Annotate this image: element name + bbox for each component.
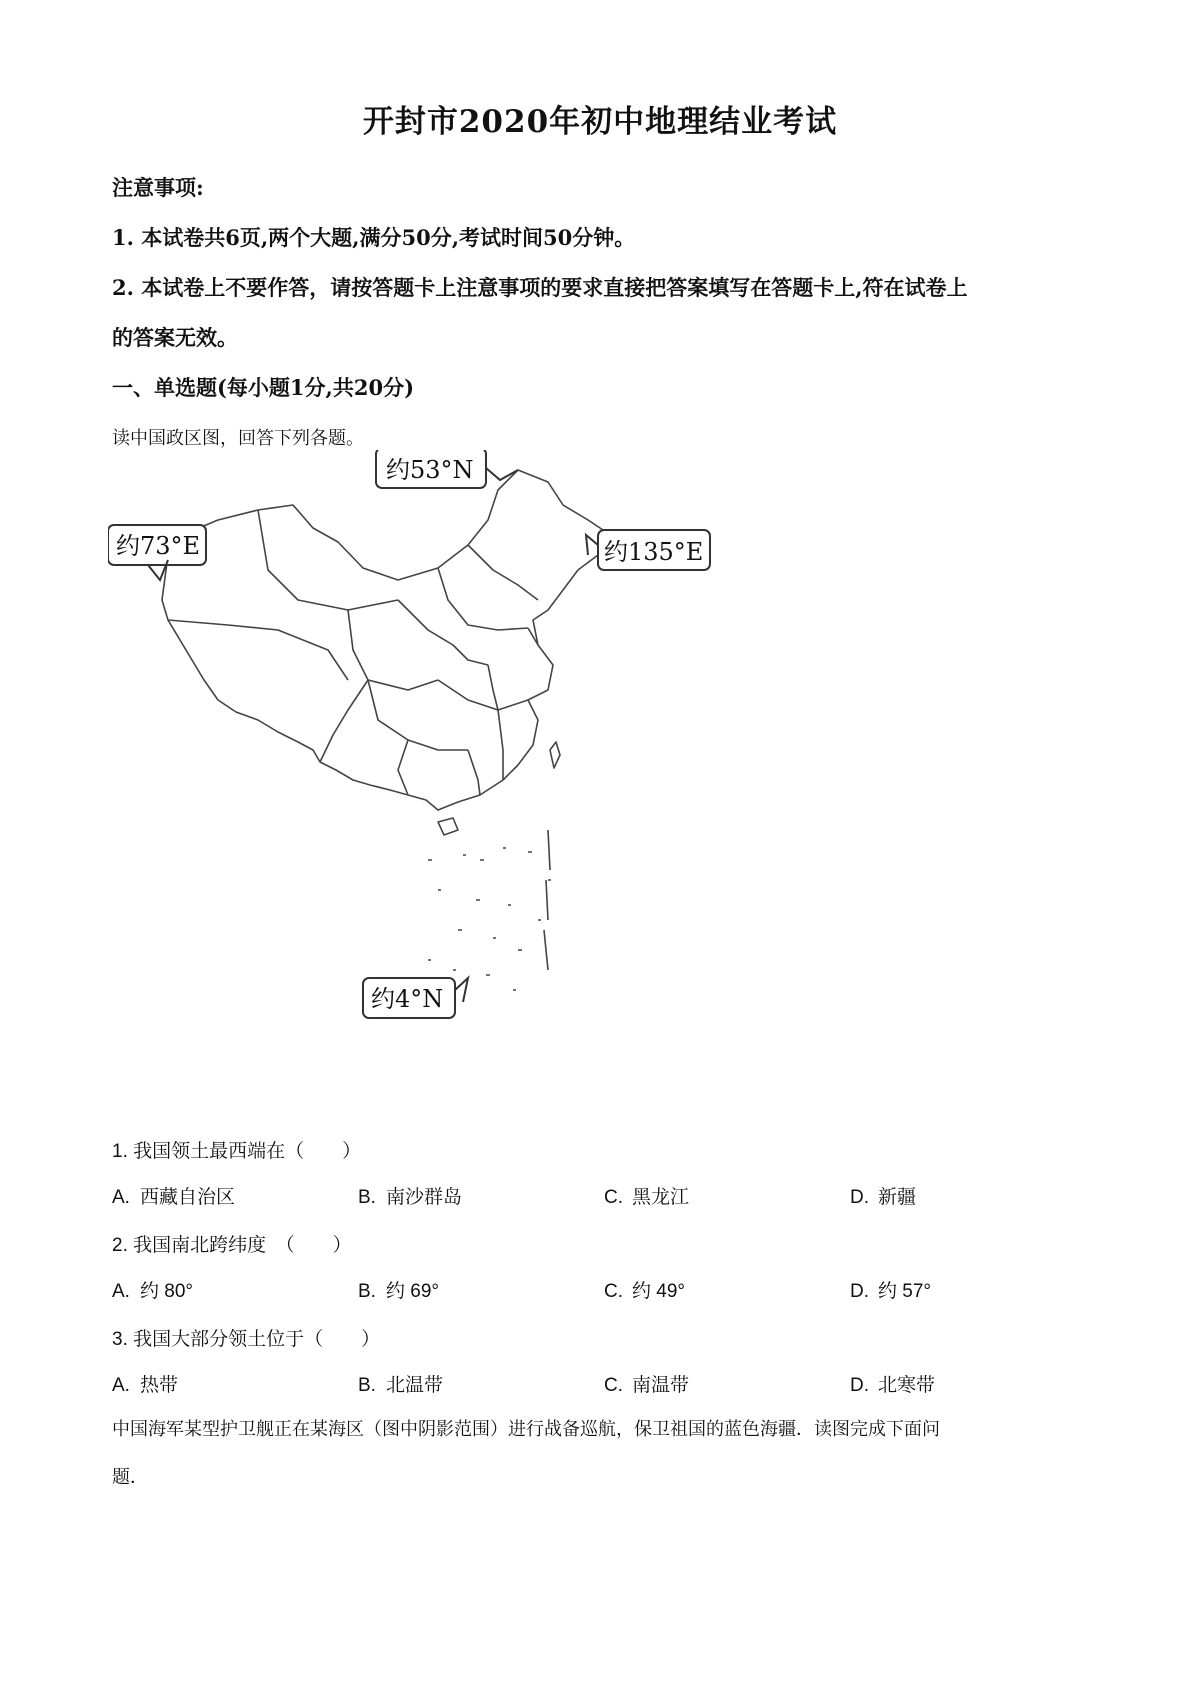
q2-option-c: C. 约 49° (604, 1281, 686, 1302)
q3-option-b: B. 北温带 (358, 1375, 444, 1396)
q3-option-a: A. 热带 (112, 1375, 179, 1396)
label-west-text: 约73°E (116, 532, 201, 560)
label-east (586, 530, 710, 570)
china-map-figure (108, 450, 768, 1060)
q3-option-c: C. 南温带 (604, 1375, 690, 1396)
label-north-text: 约53°N (386, 456, 474, 484)
section-heading: 一、单选题(每小题1分,共20分) (112, 375, 415, 400)
map-intro: 读中国政区图，回答下列各题。 (112, 428, 364, 449)
label-north (376, 450, 518, 488)
closing-paragraph (112, 1406, 1102, 1502)
label-south (363, 978, 468, 1018)
exam-title: 开封市2020年初中地理结业考试 (362, 104, 838, 140)
label-west (108, 525, 206, 580)
q1-option-d: D. 新疆 (850, 1187, 917, 1208)
notes-item-2: 2. 本试卷上不要作答，请按答题卡上注意事项的要求直接把答案填写在答题卡上,符在试卷上 (112, 275, 968, 300)
notes-heading: 注意事项: (112, 175, 204, 200)
label-south-text: 约4°N (371, 985, 444, 1013)
label-east-text: 约135°E (604, 538, 704, 566)
closing-line-2: 题． (112, 1467, 148, 1488)
notes-item-2-cont: 的答案无效。 (112, 325, 238, 350)
question-3: 3. 我国大部分领土位于（ ） (112, 1329, 381, 1350)
question-1: 1. 我国领土最西端在（ ） (112, 1141, 362, 1162)
q2-option-a: A. 约 80° (112, 1281, 194, 1302)
question-2: 2. 我国南北跨纬度 （ ） (112, 1235, 352, 1256)
china-outline (162, 470, 603, 810)
q2-option-d: D. 约 57° (850, 1281, 932, 1302)
closing-line-1: 中国海军某型护卫舰正在某海区（图中阴影范围）进行战备巡航，保卫祖国的蓝色海疆．读图完成下面问 (112, 1419, 940, 1440)
q3-option-d: D. 北寒带 (850, 1375, 936, 1396)
q1-option-b: B. 南沙群岛 (358, 1187, 463, 1208)
q1-option-c: C. 黑龙江 (604, 1187, 690, 1208)
q1-option-a: A. 西藏自治区 (112, 1187, 236, 1208)
q2-option-b: B. 约 69° (358, 1281, 440, 1302)
notes-item-1: 1. 本试卷共6页,两个大题,满分50分,考试时间50分钟。 (112, 225, 636, 250)
